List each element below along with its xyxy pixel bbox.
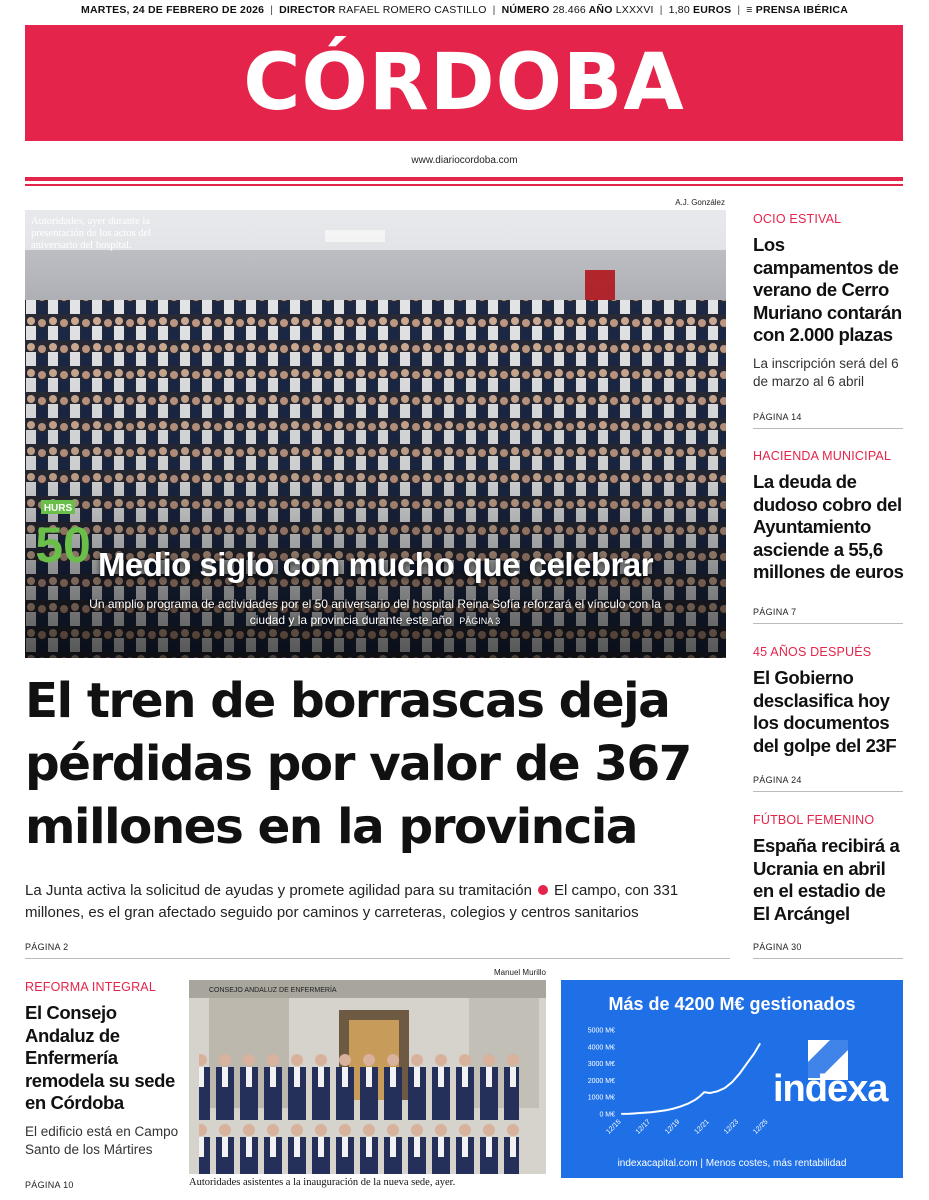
y-tick-label: 4000 M€ [587, 1044, 615, 1052]
main-photo-caption: Autoridades, ayer durante la presentación de los actos del aniversario del hospital. [31, 216, 152, 251]
sidebar-page-ref: PÁGINA 7 [753, 607, 797, 617]
x-tick-label: 12/15 [605, 1118, 623, 1136]
sidebar-title[interactable]: El Gobierno desclasifica hoy los documentos del golpe del 23F [753, 667, 897, 756]
ad-chart [573, 1024, 773, 1164]
x-tick-label: 12/19 [664, 1118, 682, 1136]
ad-footer[interactable] [561, 1158, 903, 1169]
lead-page-ref: PÁGINA 2 [25, 942, 69, 952]
masthead[interactable] [25, 25, 903, 141]
series-line [621, 1043, 760, 1114]
price: 1,80 [668, 4, 690, 16]
bullet-dot-icon [538, 885, 548, 895]
ad-footer-sep: | [700, 1158, 706, 1169]
bottom-photo[interactable] [189, 980, 546, 1174]
ad-footer-url: indexacapital.com [617, 1158, 698, 1169]
sidebar-kicker: OCIO ESTIVAL [753, 212, 842, 226]
hurs-logo-text: HURS [43, 503, 73, 514]
ad-brand: indexa [773, 1068, 888, 1110]
main-photo-subtitle [85, 596, 665, 629]
bottom-page-ref: PÁGINA 10 [25, 1180, 74, 1190]
year-label: AÑO [588, 4, 613, 16]
bottom-story[interactable] [25, 980, 180, 1159]
bottom-subtitle: El edificio está en Campo Santo de los Mártires [25, 1123, 179, 1157]
indexa-ad[interactable] [561, 980, 903, 1178]
hurs-logo-number: 50 [35, 517, 91, 573]
sidebar-title[interactable]: La deuda de dudoso cobro del Ayuntamiento asciende a 55,6 millones de euros [753, 471, 904, 582]
sidebar-divider [753, 958, 903, 959]
lead-subheadline [25, 880, 730, 924]
sidebar-page-ref: PÁGINA 30 [753, 942, 802, 952]
bottom-title[interactable]: El Consejo Andaluz de Enfermería remodela su sede en Córdoba [25, 1002, 175, 1113]
lead-headline[interactable]: El tren de borrascas deja pérdidas por valor de 367 millones en la provincia [25, 673, 691, 855]
sidebar-kicker: 45 AÑOS DESPUÉS [753, 645, 872, 659]
building-sign: CONSEJO ANDALUZ DE ENFERMERÍA [209, 987, 337, 994]
group-name: PRENSA IBÉRICA [755, 4, 848, 16]
y-tick-label: 5000 M€ [587, 1027, 615, 1035]
bottom-photo-credit: Manuel Murillo [493, 968, 546, 977]
y-tick-label: 1000 M€ [587, 1094, 615, 1102]
y-tick-label: 2000 M€ [587, 1077, 615, 1085]
sidebar-item-ocio[interactable] [753, 212, 905, 391]
lead-divider [25, 958, 730, 959]
sidebar-item-futbol[interactable] [753, 813, 905, 925]
group-icon: ≡ [746, 4, 753, 16]
sidebar-divider [753, 623, 903, 624]
year-value: LXXXVI [615, 4, 654, 16]
main-photo-credit: A.J. González [675, 198, 725, 207]
masthead-title: CÓRDOBA [243, 38, 685, 128]
main-photo[interactable] [25, 210, 726, 658]
x-tick-label: 12/25 [752, 1118, 770, 1136]
bottom-photo-caption: Autoridades asistentes a la inauguración de la nueva sede, ayer. [189, 1177, 456, 1188]
main-photo-title[interactable]: Medio siglo con mucho que celebrar [97, 546, 654, 583]
ad-title: Más de 4200 M€ gestionados [608, 994, 856, 1014]
sidebar-kicker: HACIENDA MUNICIPAL [753, 449, 892, 463]
sidebar-kicker: FÚTBOL FEMENINO [753, 813, 875, 827]
price-unit: EUROS [693, 4, 732, 16]
number-value: 28.466 [552, 4, 586, 16]
x-tick-label: 12/17 [634, 1118, 653, 1136]
sidebar-item-23f[interactable] [753, 645, 905, 757]
edition-date: MARTES, 24 DE FEBRERO DE 2026 [81, 4, 265, 16]
y-tick-label: 0 M€ [599, 1111, 615, 1119]
director-label: DIRECTOR [279, 4, 336, 16]
sidebar-divider [753, 791, 903, 792]
lead-sub-a: La Junta activa la solicitud de ayudas y promete agilidad para su tramitación [25, 882, 532, 899]
sidebar-title[interactable]: Los campamentos de verano de Cerro Muriano contarán con 2.000 plazas [753, 234, 902, 345]
ad-footer-tagline: Menos costes, más rentabilidad [705, 1158, 847, 1169]
bottom-kicker: REFORMA INTEGRAL [25, 980, 156, 994]
lead-sub-b: El campo, con 331 millones, es el gran afectado seguido por caminos y carreteras, colegios y centros sanitarios [25, 882, 679, 921]
sidebar-divider [753, 428, 903, 429]
edition-info: MARTES, 24 DE FEBRERO DE 2026 | DIRECTOR RAFAEL ROMERO CASTILLO | NÚMERO 28.466 AÑO LXXXVI | 1,80 EUROS | ≡ PRENSA IBÉRICA [81, 4, 848, 16]
main-photo-illustration [25, 210, 726, 658]
number-label: NÚMERO [501, 4, 550, 16]
sidebar-page-ref: PÁGINA 24 [753, 775, 802, 785]
bottom-photo-illustration [189, 980, 546, 1174]
site-url[interactable]: www.diariocordoba.com [411, 155, 518, 166]
x-tick-label: 12/21 [693, 1118, 711, 1136]
main-photo-subtitle-text: Un amplio programa de actividades por el 50 aniversario del hospital Reina Sofía reforzará el vínculo con la ciudad y la provincia durante este año [89, 597, 661, 627]
x-tick-label: 12/23 [722, 1118, 741, 1136]
masthead-rule-thin [25, 184, 903, 186]
sidebar-page-ref: PÁGINA 14 [753, 412, 802, 422]
main-photo-page-ref: PÁGINA 3 [459, 616, 501, 626]
masthead-rule [25, 177, 903, 181]
sidebar-item-hacienda[interactable] [753, 449, 905, 584]
director-name: RAFAEL ROMERO CASTILLO [338, 4, 487, 16]
sidebar-subtitle: La inscripción será del 6 de marzo al 6 abril [753, 355, 899, 389]
sidebar-title[interactable]: España recibirá a Ucrania en abril en el estadio de El Arcángel [753, 835, 900, 924]
y-tick-label: 3000 M€ [587, 1061, 615, 1069]
